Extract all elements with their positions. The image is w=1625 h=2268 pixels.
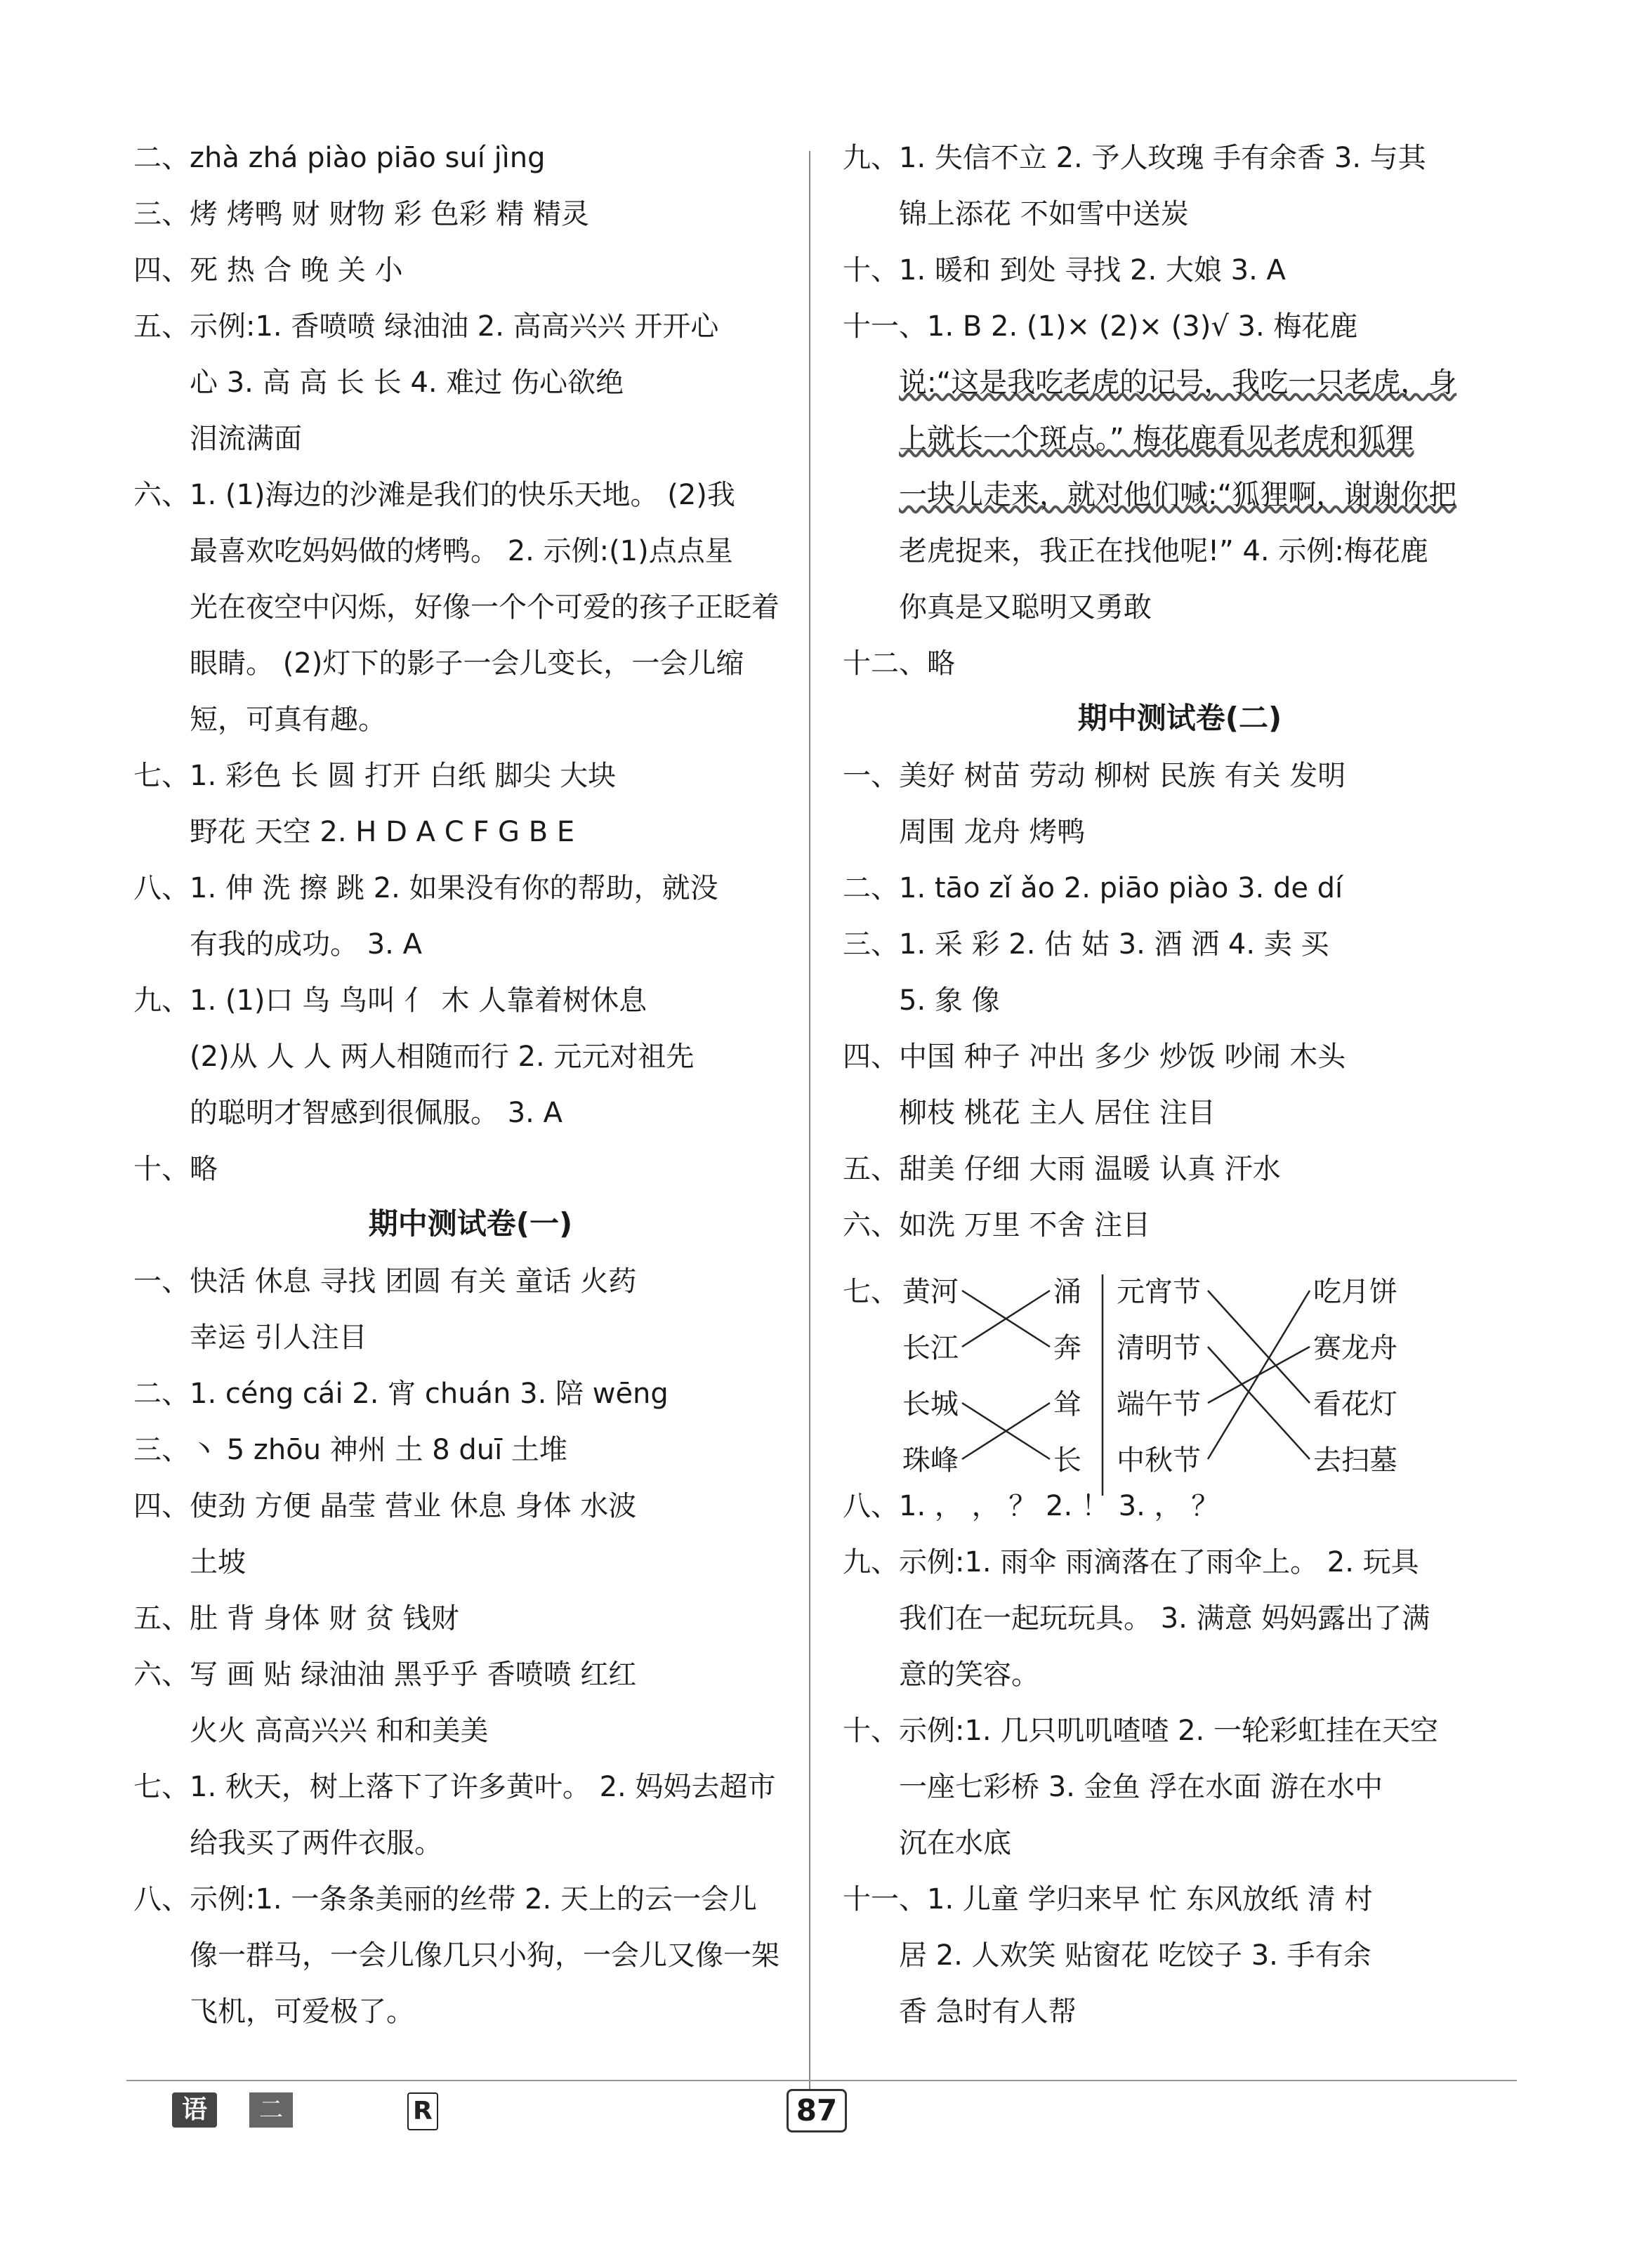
answer-line: 香 急时有人帮 xyxy=(899,1996,1077,2028)
answer-line: 给我买了两件衣服。 xyxy=(190,1827,442,1859)
answer-line: 三、烤 烤鸭 财 财物 彩 色彩 精 精灵 xyxy=(133,198,590,230)
answer-line: 一、美好 树苗 劳动 柳树 民族 有关 发明 xyxy=(843,760,1346,792)
match-line xyxy=(1208,1347,1310,1459)
match-right-target: 看花灯 xyxy=(1313,1388,1397,1420)
match-right-word: 元宵节 xyxy=(1117,1276,1201,1308)
answer-line: 八、1. 伸 洗 擦 跳 2. 如果没有你的帮助，就没 xyxy=(133,872,718,904)
match-right-word: 端午节 xyxy=(1117,1388,1201,1420)
answer-line: 四、中国 种子 冲出 多少 炒饭 吵闹 木头 xyxy=(843,1041,1346,1073)
page-number: 87 xyxy=(787,2089,847,2132)
answer-line: 六、如洗 万里 不舍 注目 xyxy=(843,1209,1151,1241)
edition-badge: R xyxy=(407,2092,438,2130)
answer-line: 居 2. 人欢笑 贴窗花 吃饺子 3. 手有余 xyxy=(899,1939,1371,1972)
answer-line: 七、1. 彩色 长 圆 打开 白纸 脚尖 大块 xyxy=(133,760,617,792)
answer-line: 泪流满面 xyxy=(190,423,302,455)
match-left-word: 长江 xyxy=(902,1332,959,1364)
answer-line: 五、示例:1. 香喷喷 绿油油 2. 高高兴兴 开开心 xyxy=(133,310,719,343)
answer-line: 十、略 xyxy=(133,1153,218,1185)
answer-line: (2)从 人 人 两人相随而行 2. 元元对祖先 xyxy=(190,1041,695,1073)
answer-line: 火火 高高兴兴 和和美美 xyxy=(190,1715,489,1747)
answer-line: 眼睛。 (2)灯下的影子一会儿变长，一会儿缩 xyxy=(190,647,744,680)
answer-line: 像一群马，一会儿像几只小狗，一会儿又像一架 xyxy=(190,1939,779,1972)
answer-line: 有我的成功。 3. A xyxy=(190,928,422,961)
match-left-target: 耸 xyxy=(1053,1388,1081,1420)
answer-line: 5. 象 像 xyxy=(899,984,1000,1017)
match-left-target: 长 xyxy=(1053,1444,1081,1477)
footer-rule xyxy=(126,2080,1517,2081)
answer-line: 二、1. tāo zǐ ǎo 2. piāo piào 3. de dí xyxy=(843,872,1343,904)
answer-line: 锦上添花 不如雪中送炭 xyxy=(899,198,1189,230)
section-title: 期中测试卷(一) xyxy=(368,1206,573,1241)
answer-line: 十二、略 xyxy=(843,647,955,680)
answer-line: 十一、1. 儿童 学归来早 忙 东风放纸 清 村 xyxy=(843,1883,1373,1916)
answer-line: 九、1. (1)口 鸟 鸟叫 亻 木 人靠着树休息 xyxy=(133,984,647,1017)
answer-line: 上就长一个斑点。” 梅花鹿看见老虎和狐狸 xyxy=(899,423,1414,455)
answer-line: 周围 龙舟 烤鸭 xyxy=(899,816,1086,848)
answer-line: 飞机，可爱极了。 xyxy=(190,1996,414,2028)
answer-line: 二、1. céng cái 2. 宵 chuán 3. 陪 wēng xyxy=(133,1378,669,1410)
match-left-word: 长城 xyxy=(902,1388,959,1420)
answer-line: 幸运 引人注目 xyxy=(190,1321,367,1354)
answer-line: 说:“这是我吃老虎的记号，我吃一只老虎，身 xyxy=(899,367,1457,399)
answer-line: 沉在水底 xyxy=(899,1827,1011,1859)
answer-line: 野花 天空 2. H D A C F G B E xyxy=(190,816,575,848)
answer-line: 二、zhà zhá piào piāo suí jìng xyxy=(133,142,546,174)
answer-line: 九、示例:1. 雨伞 雨滴落在了雨伞上。 2. 玩具 xyxy=(843,1546,1419,1578)
answer-line: 的聪明才智感到很佩服。 3. A xyxy=(190,1097,562,1129)
answer-line: 一块儿走来，就对他们喊:“狐狸啊，谢谢你把 xyxy=(899,479,1457,511)
match-line xyxy=(1208,1291,1310,1459)
answer-line: 八、示例:1. 一条条美丽的丝带 2. 天上的云一会儿 xyxy=(133,1883,757,1916)
answer-line: 意的笑容。 xyxy=(899,1659,1039,1691)
answer-line: 你真是又聪明又勇敢 xyxy=(899,591,1152,624)
match-left-word: 黄河 xyxy=(902,1276,959,1308)
answer-line: 老虎捉来，我正在找他呢!” 4. 示例:梅花鹿 xyxy=(899,535,1428,567)
answer-line: 四、使劲 方便 晶莹 营业 休息 身体 水波 xyxy=(133,1490,637,1522)
column-divider xyxy=(809,151,810,2089)
answer-line: 三、丶 5 zhōu 神州 土 8 duī 土堆 xyxy=(133,1434,567,1466)
answer-line: 柳枝 桃花 主人 居住 注目 xyxy=(899,1097,1216,1129)
match-prefix: 七、 xyxy=(843,1276,899,1308)
answer-line: 短，可真有趣。 xyxy=(190,704,386,736)
match-right-word: 清明节 xyxy=(1117,1332,1201,1364)
answer-line: 六、1. (1)海边的沙滩是我们的快乐天地。 (2)我 xyxy=(133,479,735,511)
answer-line: 心 3. 高 高 长 长 4. 难过 伤心欲绝 xyxy=(190,367,624,399)
match-left-word: 珠峰 xyxy=(902,1444,959,1477)
answer-line: 五、肚 背 身体 财 贫 钱财 xyxy=(133,1602,459,1635)
match-right-target: 吃月饼 xyxy=(1313,1276,1397,1308)
answer-line: 一座七彩桥 3. 金鱼 浮在水面 游在水中 xyxy=(899,1771,1383,1803)
answer-line: 最喜欢吃妈妈做的烤鸭。 2. 示例:(1)点点星 xyxy=(190,535,733,567)
answer-line: 十、1. 暖和 到处 寻找 2. 大娘 3. A xyxy=(843,254,1286,286)
match-left-target: 奔 xyxy=(1053,1332,1081,1364)
answer-line: 光在夜空中闪烁，好像一个个可爱的孩子正眨着 xyxy=(190,591,779,624)
answer-line: 四、死 热 合 晚 关 小 xyxy=(133,254,403,286)
answer-line: 三、1. 采 彩 2. 估 姑 3. 酒 洒 4. 卖 买 xyxy=(843,928,1329,961)
match-line xyxy=(1208,1291,1310,1403)
grade-label: 二年级·下 xyxy=(249,2092,293,2128)
answer-line: 土坡 xyxy=(190,1546,246,1578)
match-right-target: 去扫墓 xyxy=(1313,1444,1397,1477)
match-right-target: 赛龙舟 xyxy=(1313,1332,1397,1364)
match-left-target: 涌 xyxy=(1053,1276,1081,1308)
section-title: 期中测试卷(二) xyxy=(1077,701,1282,735)
match-right-word: 中秋节 xyxy=(1117,1444,1201,1477)
answer-line: 七、1. 秋天，树上落下了许多黄叶。 2. 妈妈去超市 xyxy=(133,1771,776,1803)
answer-line: 五、甜美 仔细 大雨 温暖 认真 汗水 xyxy=(843,1153,1281,1185)
answer-line: 八、1. ， ， ？ 2. ！ 3. ， ？ xyxy=(843,1490,1220,1522)
matching-exercise xyxy=(843,1271,1517,1503)
answer-line: 一、快活 休息 寻找 团圆 有关 童话 火药 xyxy=(133,1265,637,1298)
answer-line: 十、示例:1. 几只叽叽喳喳 2. 一轮彩虹挂在天空 xyxy=(843,1715,1438,1747)
answer-line: 十一、1. B 2. (1)× (2)× (3)√ 3. 梅花鹿 xyxy=(843,310,1358,343)
answer-line: 九、1. 失信不立 2. 予人玫瑰 手有余香 3. 与其 xyxy=(843,142,1426,174)
subject-badge: 语文 xyxy=(172,2092,217,2128)
answer-line: 六、写 画 贴 绿油油 黑乎乎 香喷喷 红红 xyxy=(133,1659,637,1691)
answer-line: 我们在一起玩玩具。 3. 满意 妈妈露出了满 xyxy=(899,1602,1430,1635)
